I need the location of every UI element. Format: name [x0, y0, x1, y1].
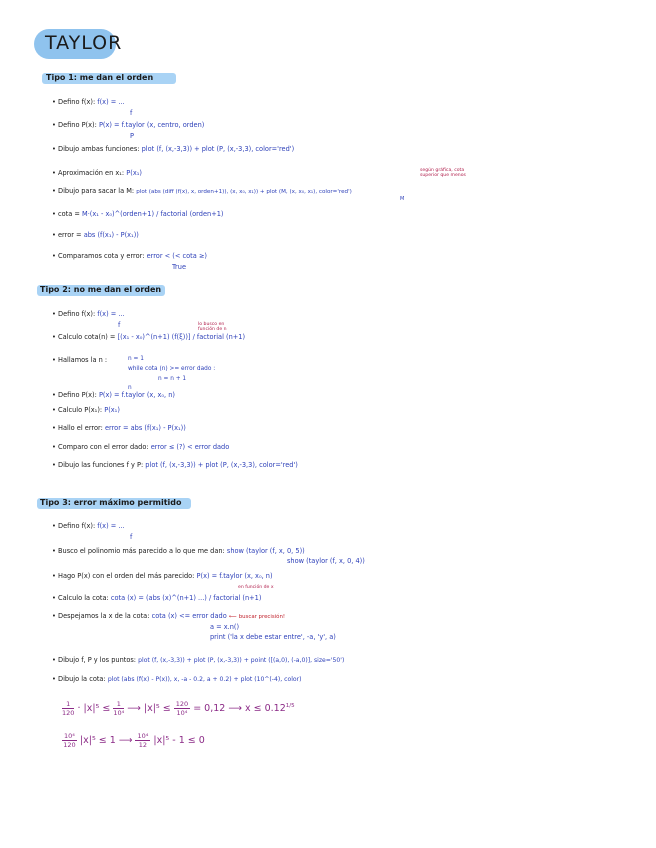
s1-l2-code: P(x) = f.taylor (x, centro, orden): [98, 121, 205, 129]
s2-l2-code: [(x₁ - x₀)^(n+1) (f(ξ))] / factorial (n+1): [117, 333, 246, 341]
s1-line-3: [52, 145, 294, 153]
math-2d: |x|⁵ - 1 ≤ 0: [153, 735, 205, 746]
s3-line-4: [52, 594, 261, 602]
frac-2: [113, 700, 124, 717]
s3-l1-label: • Defino f(x):: [52, 522, 96, 530]
frac-5-num: 10⁴: [137, 732, 149, 740]
s2-l8-code: plot (f, (x,-3,3)) + plot (P, (x,-3,3), color='red'): [145, 461, 298, 469]
s3-l1-sub: f: [130, 533, 133, 541]
s2-l3-label: • Hallamos la n :: [52, 356, 108, 364]
section-2-heading: Tipo 2: no me dan el orden: [40, 285, 162, 294]
s2-l8-label: • Dibujo las funciones f y P:: [52, 461, 144, 469]
frac-1-den: 120: [62, 709, 75, 717]
s1-l5-label: • Dibujo para sacar la M:: [52, 187, 135, 195]
s3-l5-code2: a = x.n(): [210, 623, 240, 631]
frac-5-den: 12: [138, 741, 148, 749]
s1-l1-code: f(x) = ...: [97, 98, 125, 106]
section-3-heading: Tipo 3: error máximo permitido: [40, 498, 182, 507]
s2-l7-code: error ≤ (?) < error dado: [150, 443, 230, 451]
s2-line-8: [52, 461, 298, 469]
s3-line-2: [52, 547, 305, 555]
s3-l6-label: • Dibujo f, P y los puntos:: [52, 656, 137, 664]
math-1d: ⟶ |x|⁵ ≤: [127, 703, 171, 714]
frac-3-den: 10⁴: [176, 709, 188, 717]
s1-l1-label: • Defino f(x):: [52, 98, 96, 106]
s3-l5-code: cota (x) <= error dado: [151, 612, 227, 620]
frac-1: [62, 700, 74, 717]
s3-l3-label: • Hago P(x) con el orden del más parecido:: [52, 572, 195, 580]
s2-l3-c2: while cota (n) >= error dado :: [128, 366, 216, 372]
s3-line-5: [52, 612, 285, 620]
s2-l3-c1: n = 1: [128, 356, 144, 362]
math-line-1: [62, 700, 295, 717]
s1-l2-label: • Defino P(x):: [52, 121, 97, 129]
s1-l7-label: • error =: [52, 231, 82, 239]
s2-line-5: [52, 406, 120, 414]
s3-l5-arrow: ⟵: [228, 614, 237, 620]
s3-l7-code: plot (abs (f(x) - P(x)), x, -a - 0.2, a + 0.2) + plot (10^(-4), color): [107, 676, 302, 683]
frac-4: [62, 732, 77, 749]
s2-l7-label: • Comparo con el error dado:: [52, 443, 149, 451]
frac-5: [135, 732, 150, 749]
s2-l6-label: • Hallo el error:: [52, 424, 103, 432]
math-1f: = 0,12 ⟶ x ≤ 0.12: [193, 703, 286, 714]
s1-line-8: [52, 252, 207, 260]
section-1-heading: Tipo 1: me dan el orden: [46, 73, 154, 82]
s1-l7-code: abs (f(x₁) - P(x₁)): [83, 231, 139, 239]
s3-l4-note: en función de x: [238, 585, 274, 590]
s3-l2-code2: show (taylor (f, x, 0, 4)): [287, 557, 365, 565]
s2-l4-code: P(x) = f.taylor (x, x₀, n): [98, 391, 175, 399]
s1-l8-code: error < (< cota ≥): [146, 252, 207, 260]
math-line-2: [62, 732, 205, 749]
s2-line-1: [52, 310, 125, 318]
s1-l6-code: M·(x₁ - x₀)^(orden+1) / factorial (orden+1): [82, 210, 224, 218]
s3-line-7: [52, 675, 302, 683]
s3-l3-code: P(x) = f.taylor (x, x₀, n): [196, 572, 273, 580]
s1-l5-note: según gráfica, cota superior que menos: [420, 168, 466, 178]
s2-l6-code: error = abs (f(x₁) - P(x₁)): [104, 424, 186, 432]
frac-3: [174, 700, 190, 717]
math-1g: 1/5: [285, 702, 295, 709]
s3-line-1: [52, 522, 125, 530]
frac-2-num: 1: [113, 700, 124, 709]
s3-l2-label: • Busco el polinomio más parecido a lo que me dan:: [52, 547, 225, 555]
s1-line-5: [52, 187, 352, 195]
s1-l1-sub: f: [130, 109, 133, 117]
s3-line-3: [52, 572, 273, 580]
s2-l4-label: • Defino P(x):: [52, 391, 97, 399]
s3-l1-code: f(x) = ...: [97, 522, 125, 530]
s3-l2-code1: show (taylor (f, x, 0, 5)): [226, 547, 305, 555]
s1-line-2: [52, 121, 204, 129]
s1-line-6: [52, 210, 224, 218]
s1-l8-result: True: [172, 263, 187, 271]
s2-line-3: [52, 356, 107, 364]
s3-l4-code: cota (x) = (abs (x)^(n+1) ...) / factorial (n+1): [110, 594, 262, 602]
frac-3-num: 120: [175, 700, 189, 708]
s1-line-4: [52, 169, 142, 177]
s1-line-7: [52, 231, 139, 239]
s2-l1-code: f(x) = ...: [97, 310, 125, 318]
s1-l5-code: plot (abs (diff (f(x), x, orden+1)), (x, x₀, x₁)) + plot (M, (x, x₀, x₁), color='red'): [136, 189, 352, 195]
s3-l5-label: • Despejamos la x de la cota:: [52, 612, 150, 620]
s1-l3-label: • Dibujo ambas funciones:: [52, 145, 140, 153]
s1-line-1: [52, 98, 125, 106]
frac-2-den: 10⁴: [113, 709, 125, 717]
math-1b: · |x|⁵ ≤: [77, 703, 111, 714]
s2-l1-label: • Defino f(x):: [52, 310, 96, 318]
s2-line-2: [52, 333, 245, 341]
s2-l2-note: lo busco en función de n: [198, 322, 227, 332]
s1-l4-label: • Aproximación en x₁:: [52, 169, 125, 177]
s2-l3-c3: n = n + 1: [158, 376, 187, 382]
s3-l6-code: plot (f, (x,-3,3)) + plot (P, (x,-3,3)) + point ([(a,0), (-a,0)], size='50'): [138, 657, 345, 664]
page-title: TAYLOR: [45, 32, 123, 54]
s1-l5-sub: M: [400, 196, 405, 202]
frac-4-num: 10⁴: [64, 732, 75, 740]
s2-line-7: [52, 443, 229, 451]
s2-l1-sub: f: [118, 321, 121, 329]
s1-l8-label: • Comparamos cota y error:: [52, 252, 145, 260]
s1-l6-label: • cota =: [52, 210, 80, 218]
s3-line-6: [52, 656, 344, 664]
s2-l2-label: • Calculo cota(n) =: [52, 333, 116, 341]
math-2b: |x|⁵ ≤ 1 ⟶: [79, 735, 133, 746]
frac-1-num: 1: [62, 700, 74, 709]
s2-l5-label: • Calculo P(x₁):: [52, 406, 103, 414]
s3-l7-label: • Dibujo la cota:: [52, 675, 106, 683]
s2-line-4: [52, 391, 175, 399]
s3-l4-label: • Calculo la cota:: [52, 594, 109, 602]
s1-l2-sub: P: [130, 132, 134, 140]
s1-l4-code: P(x₁): [126, 169, 142, 177]
s3-l5-note: buscar precisión!: [238, 614, 286, 620]
s1-l3-code: plot (f, (x,-3,3)) + plot (P, (x,-3,3), color='red'): [141, 145, 295, 153]
s2-l5-code: P(x₁): [104, 406, 120, 414]
frac-4-den: 120: [63, 741, 76, 749]
s2-l3-c4: n: [128, 385, 132, 391]
s2-line-6: [52, 424, 186, 432]
s3-l5-code3: print ('la x debe estar entre', -a, 'y', a): [210, 633, 336, 641]
